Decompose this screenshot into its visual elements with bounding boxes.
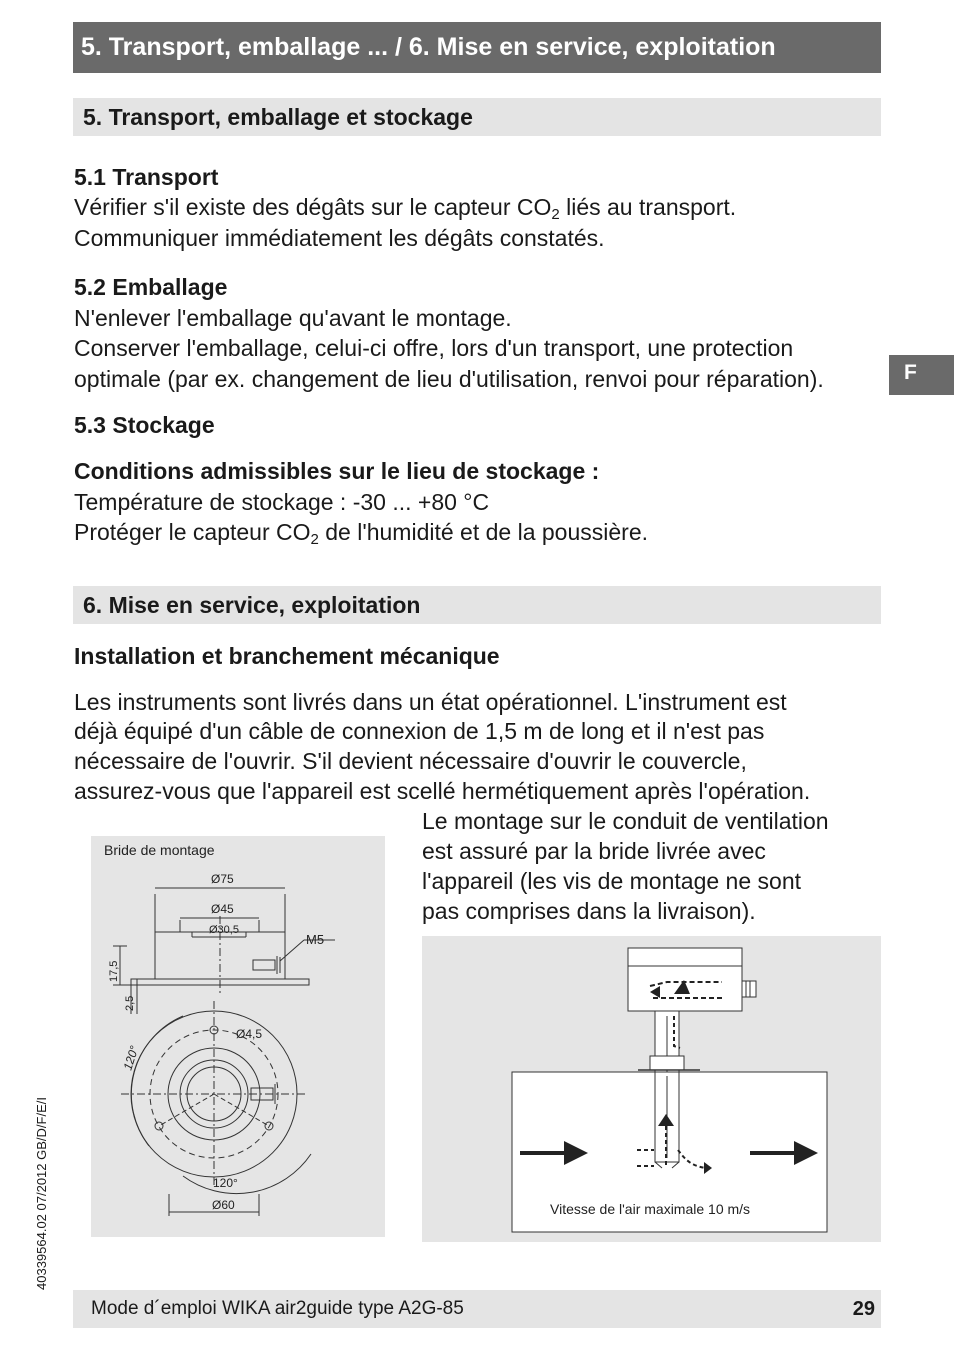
dim-angle-bottom: 120°	[213, 1176, 238, 1190]
install-para-line-1: Les instruments sont livrés dans un état opérationnel. L'instrument est	[74, 689, 787, 715]
stockage-line-1: Température de stockage : -30 ... +80 °C	[74, 489, 490, 515]
install-para-line-4: assurez-vous que l'appareil est scellé hermétiquement après l'opération.	[74, 778, 811, 804]
duct-drawing-svg	[422, 936, 881, 1242]
flange-drawing	[91, 836, 385, 1237]
sensor-housing	[628, 948, 742, 1011]
page-number: 29	[852, 1298, 875, 1320]
dim-d75: Ø75	[211, 872, 234, 886]
dim-d30: Ø30,5	[209, 924, 239, 936]
section-6-title: 6. Mise en service, exploitation	[73, 586, 881, 624]
heading-installation: Installation et branchement mécanique	[74, 643, 500, 669]
emballage-line-2: Conserver l'emballage, celui-ci offre, lors d'un transport, une protection	[74, 335, 794, 361]
emballage-line-3: optimale (par ex. changement de lieu d'utilisation, renvoi pour réparation).	[74, 366, 824, 392]
dim-m5: M5	[306, 932, 325, 947]
page-footer	[73, 1290, 881, 1328]
dim-angle-left: 120°	[120, 1043, 142, 1072]
flange-caption: Bride de montage	[104, 842, 215, 858]
heading-stockage: 5.3 Stockage	[74, 412, 215, 438]
duct-drawing	[422, 936, 881, 1242]
emballage-line-1: N'enlever l'emballage qu'avant le montage.	[74, 305, 512, 331]
stockage-line-2: Protéger le capteur $CO_2$ de l'humidité et de la poussière.	[74, 519, 649, 548]
install-para-line-2: déjà équipé d'un câble de connexion de 1,5 m de long et il n'est pas	[74, 718, 765, 744]
heading-transport: 5.1 Transport	[74, 164, 219, 190]
dim-d60: Ø60	[212, 1198, 235, 1212]
montage-line-1: Le montage sur le conduit de ventilation	[422, 808, 829, 834]
transport-line-2: Communiquer immédiatement les dégâts constatés.	[74, 225, 605, 251]
montage-line-3: l'appareil (les vis de montage ne sont	[422, 868, 801, 894]
language-tab: F	[889, 355, 954, 395]
dim-hole: Ø4,5	[236, 1027, 263, 1041]
duct-caption: Vitesse de l'air maximale 10 m/s	[550, 1201, 751, 1217]
heading-emballage: 5.2 Emballage	[74, 274, 228, 300]
heading-conditions: Conditions admissibles sur le lieu de stockage :	[74, 458, 600, 484]
flange-drawing-svg	[91, 836, 385, 1237]
page-header: 5. Transport, emballage ... / 6. Mise en service, exploitation	[73, 22, 881, 73]
montage-line-2: est assuré par la bride livrée avec	[422, 838, 766, 864]
transport-line-1: Vérifier s'il existe des dégâts sur le capteur $CO_2$ liés au transport.	[74, 194, 737, 223]
dim-d45: Ø45	[211, 902, 234, 916]
montage-line-4: pas comprises dans la livraison).	[422, 898, 756, 924]
section-5-title: 5. Transport, emballage et stockage	[73, 98, 881, 136]
dim-h25: 2,5	[124, 995, 136, 1011]
footer-title: Mode d´emploi WIKA air2guide type A2G-85	[91, 1298, 464, 1319]
dim-h175: 17,5	[108, 960, 120, 982]
install-para-line-3: nécessaire de l'ouvrir. S'il devient nécessaire d'ouvrir le couvercle,	[74, 748, 747, 774]
document-code: 40339564.02 07/2012 GB/D/F/E/I	[34, 1097, 49, 1290]
